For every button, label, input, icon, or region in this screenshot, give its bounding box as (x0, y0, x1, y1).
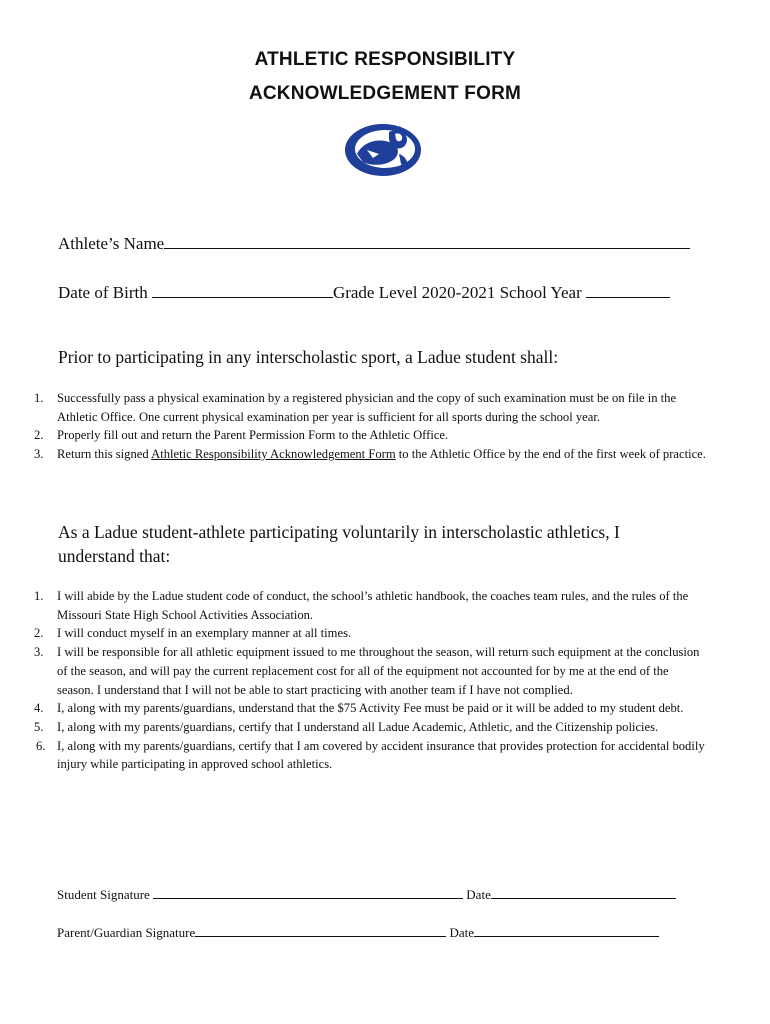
list-item (0, 389, 707, 426)
list-item-text: I, along with my parents/guardians, certify that I am covered by accident insurance that provides protection for accidental bodily injury while participating in approved school athletics. (57, 738, 705, 772)
parent-signature-row (57, 924, 659, 941)
section2-heading-line2: understand that: (58, 546, 171, 566)
athlete-name-row (58, 232, 690, 254)
list-item-number: 2. (34, 428, 44, 443)
list-item-text: Properly fill out and return the Parent Permission Form to the Athletic Office. (57, 428, 449, 443)
requirements-list (0, 389, 707, 464)
student-signature-row (57, 886, 676, 903)
list-item (0, 445, 707, 464)
student-date-label: Date (466, 887, 491, 902)
athlete-name-label: Athlete’s Name (58, 234, 165, 253)
list-item-number: 2. (34, 626, 44, 641)
section2-heading (58, 520, 620, 568)
list-item (0, 624, 707, 643)
list-item-number: 1. (34, 589, 44, 603)
form-title-line2: ACKNOWLEDGEMENT FORM (248, 83, 522, 104)
section1-heading: Prior to participating in any interscholastic sport, a Ladue student shall: (58, 347, 559, 367)
parent-date-label: Date (449, 925, 475, 940)
list-item-text-post: to the Athletic Office by the end of the first week of practice. (395, 447, 706, 462)
parent-signature-label: Parent/Guardian Signature (57, 925, 196, 940)
list-item (0, 426, 707, 445)
student-signature-field[interactable] (153, 886, 463, 899)
section2-heading-line1: As a Ladue student-athlete participating voluntarily in interscholastic athletics, I (58, 522, 620, 542)
dob-field[interactable] (152, 281, 333, 298)
list-item-text-pre: Return this signed (57, 447, 152, 462)
grade-field[interactable] (586, 281, 670, 298)
student-signature-label: Student Signature (57, 887, 150, 902)
list-item (0, 718, 707, 737)
understanding-list (0, 587, 707, 774)
athlete-name-field[interactable] (164, 232, 690, 249)
form-title-line1: ATHLETIC RESPONSIBILITY (254, 49, 516, 70)
list-item (0, 699, 707, 718)
list-item-text: Successfully pass a physical examination by a registered physician and the copy of such examination must be on file in the Athletic Office. One current physical examination per year is sufficient for all sports during the school year. (57, 391, 677, 424)
list-item (0, 643, 707, 699)
list-item-number: 5. (34, 719, 44, 734)
parent-signature-field[interactable] (195, 924, 446, 937)
list-item (0, 737, 707, 774)
parent-date-field[interactable] (474, 924, 659, 937)
list-item (0, 587, 707, 624)
list-item-number: 6. (36, 738, 46, 753)
list-item-number: 3. (34, 447, 44, 462)
list-item-text: I will be responsible for all athletic equipment issued to me throughout the season, will return such equipment at the conclusion of the season, and will pay the current replacement cost for all of the equipment not accounted for by me at the end of the season. I understand that I will not be able to start practicing with another team if I have not complied. (57, 645, 700, 697)
form-name-link: Athletic Responsibility Acknowledgement Form (151, 447, 396, 462)
list-item-text: I, along with my parents/guardians, certify that I understand all Ladue Academic, Athletic, and the Citizenship policies. (57, 719, 659, 734)
list-item-text: I will conduct myself in an exemplary manner at all times. (57, 626, 352, 641)
list-item-number: 3. (34, 645, 44, 660)
dob-label: Date of Birth (58, 283, 148, 302)
list-item-text: I, along with my parents/guardians, understand that the $75 Activity Fee must be paid or it will be added to my student debt. (57, 701, 684, 716)
grade-label: Grade Level 2020-2021 School Year (332, 283, 582, 302)
list-item-text: I will abide by the Ladue student code of conduct, the school’s athletic handbook, the coaches team rules, and the rules of the Missouri State High School Activities Association. (57, 589, 689, 622)
list-item-number: 1. (34, 391, 44, 405)
student-date-field[interactable] (491, 886, 676, 899)
ladue-rams-logo-icon (343, 120, 425, 178)
list-item-number: 4. (34, 701, 44, 716)
dob-grade-row (58, 281, 670, 303)
